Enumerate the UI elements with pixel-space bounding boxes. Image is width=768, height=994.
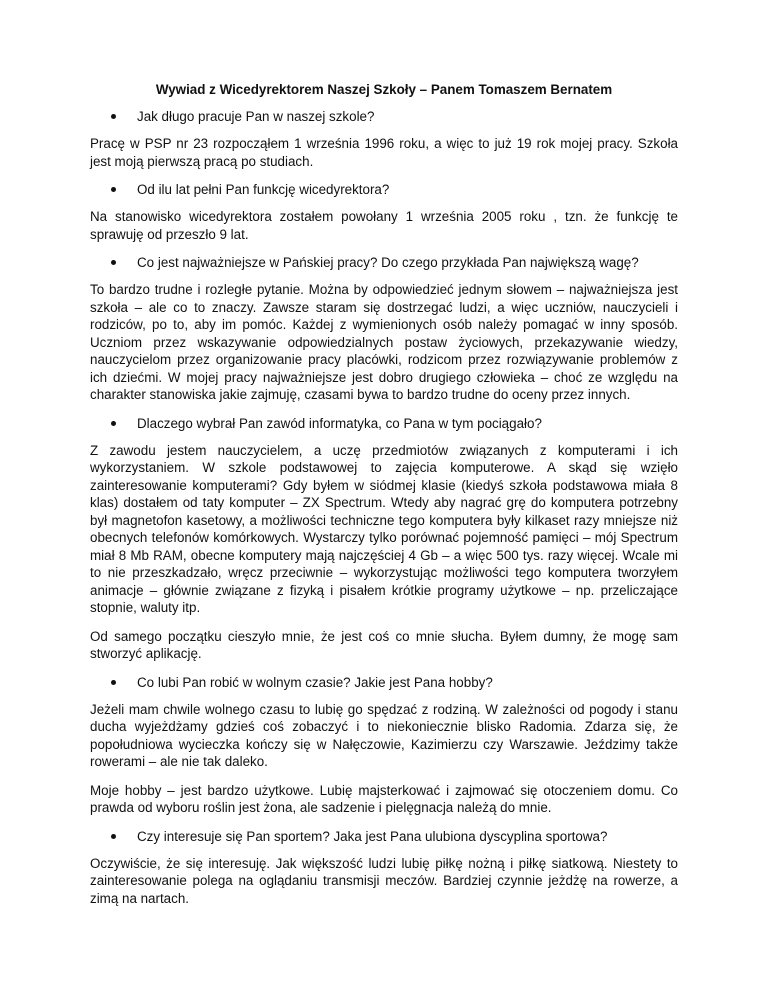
- question: [90, 828, 678, 845]
- answer-paragraph: To bardzo trudne i rozległe pytanie. Można by odpowiedzieć jednym słowem – najważniejsza jest szkoła – ale co to znaczy. Zawsze staram się dostrzegać ludzi, a więc uczniów, nauczycieli i rodziców, po to, aby im pomóc. Każdej z wymienionych osób należy pomagać w inny sposób. Uczniom przez wskazywanie odpowiedzialnych postaw życiowych, przekazywanie wiedzy, nauczycielom przez organizowanie pracy placówki, rodzicom przez rozwiązywanie problemów z ich dziećmi. W mojej pracy najważniejsze jest dobro drugiego człowieka – choć ze względu na charakter stanowiska jakie zajmuję, czasami bywa to bardzo trudne do oceny przez innych.: [90, 282, 678, 402]
- document-title: Wywiad z Wicedyrektorem Naszej Szkoły – Panem Tomaszem Bernatem: [155, 82, 613, 97]
- bullet-icon: [111, 421, 116, 426]
- qa-block-2: [90, 181, 678, 243]
- bullet-icon: [111, 680, 116, 685]
- answer-paragraph: Oczywiście, że się interesuję. Jak większość ludzi lubię piłkę nożną i piłkę siatkową. Niestety to zainteresowanie polega na oglądaniu transmisji meczów. Bardziej czynnie jeżdżę na rowerze, a zimą na nartach.: [90, 855, 678, 906]
- bullet-icon: [111, 834, 116, 839]
- answer-paragraph: Z zawodu jestem nauczycielem, a uczę przedmiotów związanych z komputerami i ich wykorzystaniem. W szkole podstawowej to zajęcia komputerowe. A skąd się wzięło zainteresowanie komputerami? Gdy byłem w siódmej klasie (kiedyś szkoła podstawowa miała 8 klas) dostałem od taty komputer – ZX Spectrum. Wtedy aby nagrać grę do komputera potrzebny był magnetofon kasetowy, a możliwości techniczne tego komputera były kilkaset razy mniejsze niż obecnych telefonów komórkowych. Wystarczy tylko porównać pojemność pamięci – mój Spectrum miał 8 Mb RAM, obecne komputery mają najczęściej 4 Gb – a więc 500 tys. razy więcej. Wcale mi to nie przeszkadzało, wręcz przeciwnie – wykorzystując możliwości tego komputera tworzyłem animacje – głównie związane z fizyką i pisałem krótkie programy użytkowe – np. przeliczające stopnie, waluty itp.: [90, 442, 678, 615]
- question-text: Co lubi Pan robić w wolnym czasie? Jakie jest Pana hobby?: [137, 674, 493, 690]
- answer-paragraph: Moje hobby – jest bardzo użytkowe. Lubię majsterkować i zajmować się otoczeniem domu. Co prawda od wyboru roślin jest żona, ale sadzenie i pielęgnacja należą do mnie.: [90, 782, 678, 815]
- bullet-icon: [111, 260, 116, 265]
- question: [90, 254, 678, 271]
- question: [90, 181, 678, 198]
- question-text: Dlaczego wybrał Pan zawód informatyka, co Pana w tym pociągało?: [137, 415, 542, 431]
- question: [90, 674, 678, 691]
- qa-block-5: [90, 674, 678, 817]
- answer-paragraph: Jeżeli mam chwile wolnego czasu to lubię go spędzać z rodziną. W zależności od pogody i stanu ducha wyjeżdżamy gdzieś coś zobaczyć i to niekoniecznie blisko Radomia. Zdarza się, że popołudniowa wycieczka kończy się w Nałęczowie, Kazimierzu czy Warszawie. Jeździmy także rowerami – ale nie tak daleko.: [90, 701, 678, 769]
- question-text: Od ilu lat pełni Pan funkcję wicedyrektora?: [137, 182, 390, 197]
- bullet-icon: [111, 114, 116, 119]
- bullet-icon: [111, 187, 116, 192]
- qa-block-3: [90, 254, 678, 404]
- qa-block-4: [90, 415, 678, 663]
- question-text: Czy interesuje się Pan sportem? Jaka jest Pana ulubiona dyscyplina sportowa?: [137, 828, 608, 844]
- answer-paragraph: Na stanowisko wicedyrektora zostałem powołany 1 września 2005 roku , tzn. że funkcję te sprawuję od przeszło 9 lat.: [90, 209, 678, 242]
- qa-block-1: [90, 108, 678, 170]
- qa-block-6: [90, 828, 678, 908]
- question-text: Jak długo pracuje Pan w naszej szkole?: [137, 109, 375, 124]
- question: [90, 108, 678, 125]
- question: [90, 415, 678, 432]
- question-text: Co jest najważniejsze w Pańskiej pracy? Do czego przykłada Pan największą wagę?: [137, 255, 639, 270]
- answer-paragraph: Od samego początku cieszyło mnie, że jest coś co mnie słucha. Byłem dumny, że mogę sam stworzyć aplikację.: [90, 628, 678, 661]
- answer-paragraph: Pracę w PSP nr 23 rozpocząłem 1 września 1996 roku, a więc to już 19 rok mojej pracy. Szkoła jest moją pierwszą pracą po studiach.: [90, 136, 678, 169]
